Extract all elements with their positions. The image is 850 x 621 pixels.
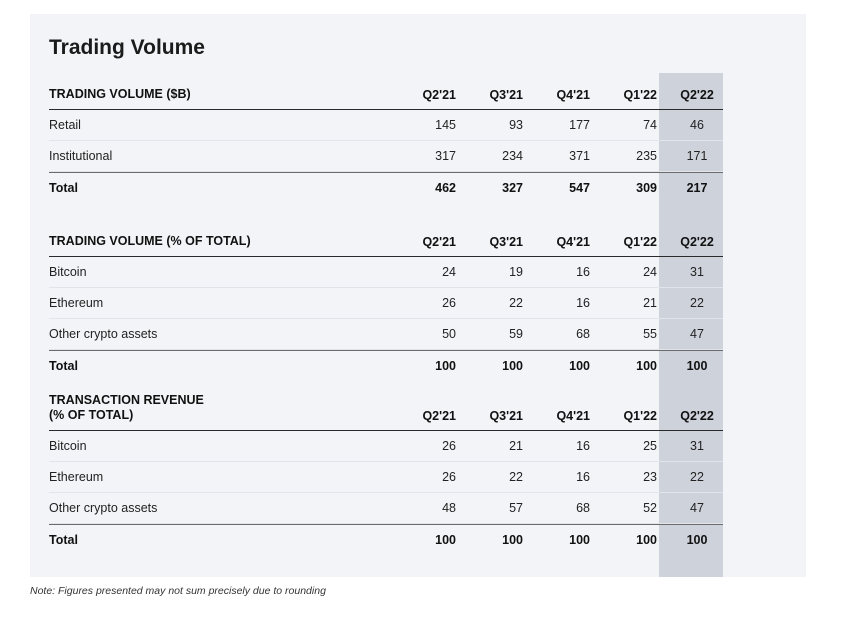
cell-value: 68 <box>576 501 590 515</box>
row-label: Ethereum <box>49 470 104 484</box>
cell-value: 371 <box>569 149 590 163</box>
cell-value: 74 <box>643 118 657 132</box>
cell-value: 309 <box>636 181 657 195</box>
cell-value: 47 <box>690 327 704 341</box>
quarter-header: Q2'22 <box>680 409 714 423</box>
cell-value: 100 <box>686 359 708 373</box>
section-title <box>49 393 389 430</box>
cell-value: 100 <box>435 359 456 373</box>
row-label: Total <box>49 181 78 195</box>
cell-value: 16 <box>576 439 590 453</box>
cell-value: 317 <box>435 149 456 163</box>
table-row <box>49 288 723 319</box>
cell-value: 19 <box>509 265 523 279</box>
table-row <box>49 493 723 524</box>
table-section <box>49 393 723 555</box>
cell-value: 235 <box>636 149 657 163</box>
footnote: Note: Figures presented may not sum precisely due to rounding <box>30 585 326 597</box>
cell-value: 50 <box>442 327 456 341</box>
row-label: Total <box>49 359 78 373</box>
cell-value: 100 <box>636 533 657 547</box>
cell-value: 16 <box>576 470 590 484</box>
row-label: Institutional <box>49 149 113 163</box>
cell-value: 22 <box>690 470 704 484</box>
cell-value: 100 <box>435 533 456 547</box>
row-label: Other crypto assets <box>49 327 158 341</box>
cell-value: 16 <box>576 265 590 279</box>
total-row <box>49 172 723 203</box>
quarter-header: Q2'22 <box>680 235 714 249</box>
cell-value: 47 <box>690 501 704 515</box>
section-title <box>49 73 389 109</box>
cell-value: 16 <box>576 296 590 310</box>
table-row <box>49 257 723 288</box>
cell-value: 59 <box>509 327 523 341</box>
quarter-header: Q4'21 <box>556 88 590 102</box>
total-row <box>49 350 723 381</box>
cell-value: 21 <box>643 296 657 310</box>
section-header-row <box>49 393 723 431</box>
quarter-header: Q3'21 <box>489 88 523 102</box>
cell-value: 26 <box>442 470 456 484</box>
cell-value: 547 <box>569 181 590 195</box>
cell-value: 21 <box>509 439 523 453</box>
row-label: Other crypto assets <box>49 501 158 515</box>
table-section <box>49 220 723 381</box>
cell-value: 26 <box>442 296 456 310</box>
cell-value: 100 <box>686 533 708 547</box>
cell-value: 24 <box>442 265 456 279</box>
quarter-header: Q4'21 <box>556 235 590 249</box>
row-label: Bitcoin <box>49 439 87 453</box>
table-row <box>49 462 723 493</box>
cell-value: 171 <box>686 149 708 163</box>
cell-value: 55 <box>643 327 657 341</box>
page-title: Trading Volume <box>49 36 205 59</box>
cell-value: 25 <box>643 439 657 453</box>
cell-value: 22 <box>509 296 523 310</box>
quarter-header: Q2'22 <box>680 88 714 102</box>
table-row <box>49 319 723 350</box>
cell-value: 100 <box>636 359 657 373</box>
cell-value: 26 <box>442 439 456 453</box>
cell-value: 100 <box>502 533 523 547</box>
quarter-header: Q2'21 <box>422 409 456 423</box>
cell-value: 145 <box>435 118 456 132</box>
section-title <box>49 220 389 256</box>
table-row <box>49 110 723 141</box>
quarter-header: Q1'22 <box>623 409 657 423</box>
cell-value: 100 <box>569 533 590 547</box>
cell-value: 100 <box>502 359 523 373</box>
table-row <box>49 141 723 172</box>
row-label: Total <box>49 533 78 547</box>
cell-value: 57 <box>509 501 523 515</box>
quarter-header: Q1'22 <box>623 88 657 102</box>
quarter-header: Q3'21 <box>489 235 523 249</box>
cell-value: 31 <box>690 265 704 279</box>
quarter-header: Q2'21 <box>422 235 456 249</box>
cell-value: 48 <box>442 501 456 515</box>
quarter-header: Q3'21 <box>489 409 523 423</box>
section-header-row <box>49 220 723 257</box>
cell-value: 23 <box>643 470 657 484</box>
cell-value: 100 <box>569 359 590 373</box>
section-title-line: TRADING VOLUME (% OF TOTAL) <box>49 234 251 248</box>
row-label: Ethereum <box>49 296 104 310</box>
cell-value: 93 <box>509 118 523 132</box>
quarter-header: Q2'21 <box>422 88 456 102</box>
cell-value: 24 <box>643 265 657 279</box>
cell-value: 31 <box>690 439 704 453</box>
cell-value: 327 <box>502 181 523 195</box>
cell-value: 22 <box>690 296 704 310</box>
cell-value: 234 <box>502 149 523 163</box>
cell-value: 68 <box>576 327 590 341</box>
cell-value: 177 <box>569 118 590 132</box>
row-label: Bitcoin <box>49 265 87 279</box>
quarter-header: Q4'21 <box>556 409 590 423</box>
cell-value: 462 <box>435 181 456 195</box>
quarter-header: Q1'22 <box>623 235 657 249</box>
row-label: Retail <box>49 118 81 132</box>
cell-value: 46 <box>690 118 704 132</box>
table-section <box>49 73 723 203</box>
cell-value: 217 <box>686 181 708 195</box>
section-title-line: TRANSACTION REVENUE <box>49 393 204 407</box>
total-row <box>49 524 723 555</box>
table-row <box>49 431 723 462</box>
section-title-line: TRADING VOLUME ($B) <box>49 87 191 101</box>
cell-value: 52 <box>643 501 657 515</box>
section-header-row <box>49 73 723 110</box>
section-title-line: (% OF TOTAL) <box>49 408 134 422</box>
cell-value: 22 <box>509 470 523 484</box>
